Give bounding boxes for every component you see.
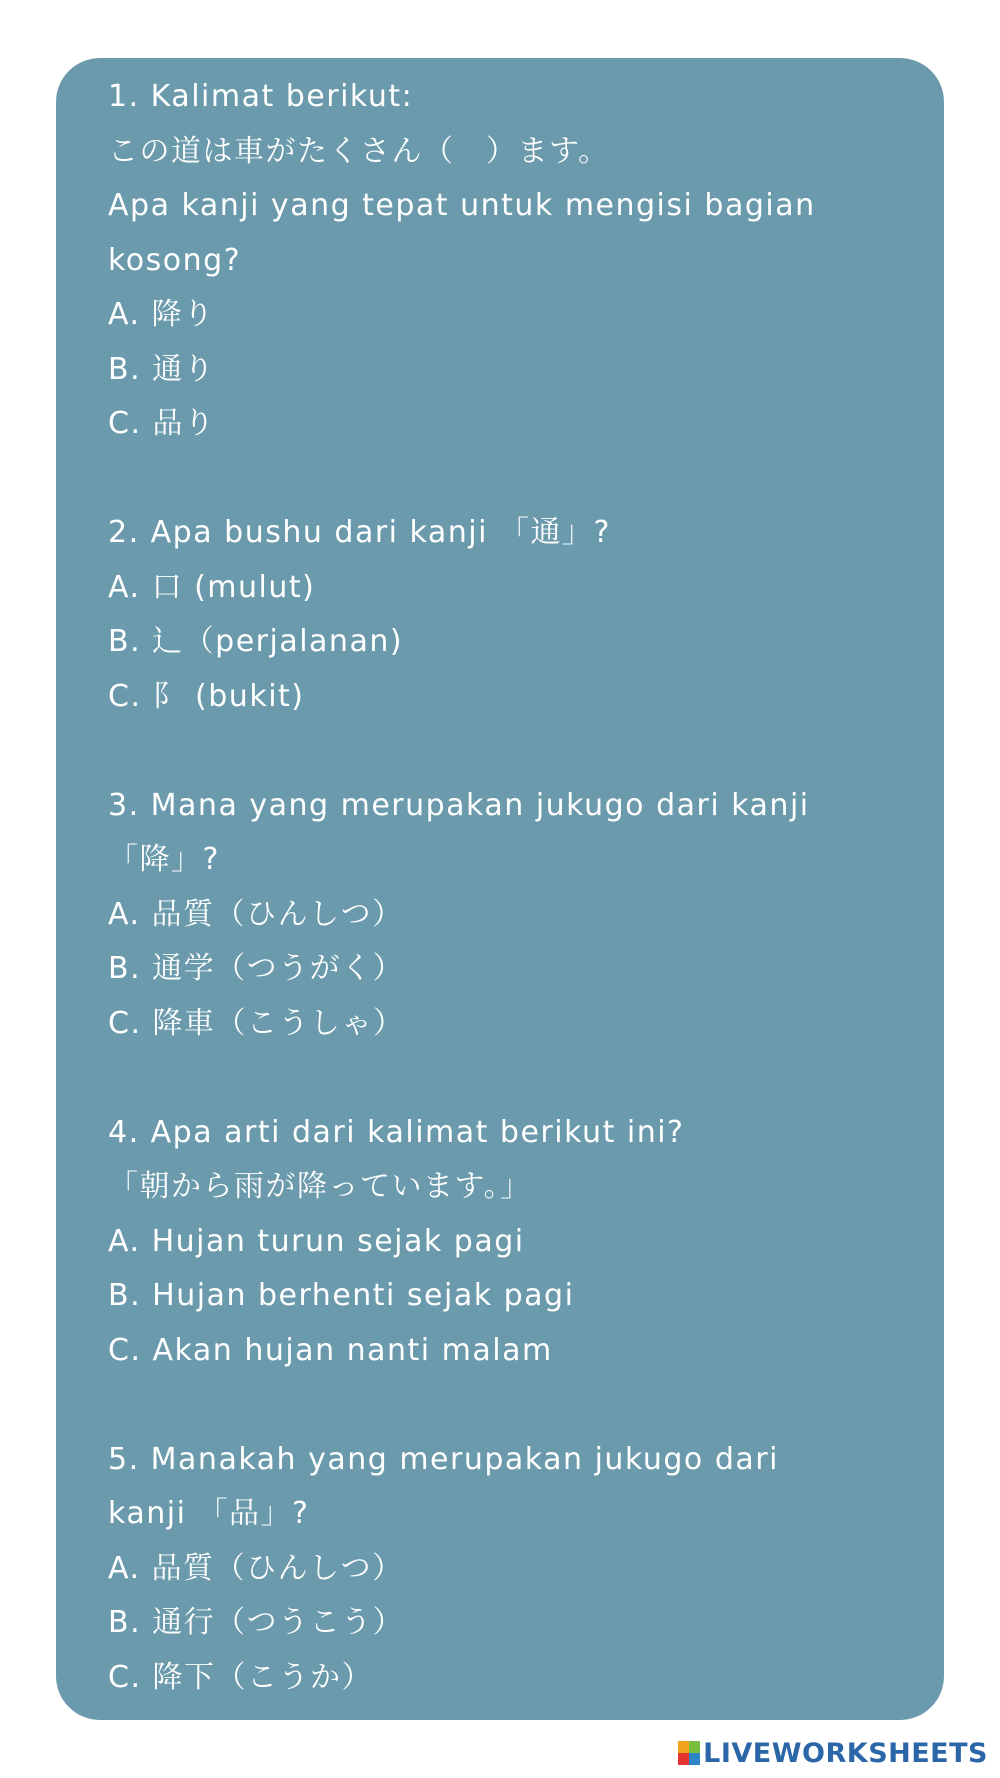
question-2-option-a[interactable]: A. 口 (mulut) <box>108 569 316 605</box>
question-1-option-b[interactable]: B. 通り <box>108 351 216 387</box>
question-3 <box>108 779 894 1052</box>
question-3-option-b[interactable]: B. 通学（つうがく） <box>108 951 405 986</box>
question-1-instruction-cont: kosong? <box>108 242 242 278</box>
spacer <box>108 452 894 507</box>
worksheet-card <box>56 58 944 1720</box>
question-2 <box>108 506 894 724</box>
question-3-option-c[interactable]: C. 降車（こうしゃ） <box>108 1005 405 1041</box>
liveworksheets-logo[interactable] <box>678 1736 988 1770</box>
question-3-prompt: 3. Mana yang merupakan jukugo dari kanji <box>108 787 810 823</box>
spacer <box>108 724 894 779</box>
question-4-prompt: 4. Apa arti dari kalimat berikut ini? <box>108 1114 685 1150</box>
question-1-sentence: この道は車がたくさん（ ）ます。 <box>108 133 610 169</box>
question-4-sentence: 「朝から雨が降っています。」 <box>108 1169 532 1204</box>
question-1-option-a[interactable]: A. 降り <box>108 297 215 332</box>
question-1-option-c[interactable]: C. 品り <box>108 406 216 441</box>
question-5-prompt-cont: kanji 「品」? <box>108 1496 310 1531</box>
question-1-prompt: 1. Kalimat berikut: <box>108 79 414 114</box>
question-3-prompt-cont: 「降」? <box>108 842 220 877</box>
spacer <box>108 1378 894 1433</box>
liveworksheets-logo-icon <box>678 1741 700 1765</box>
question-5-option-a[interactable]: A. 品質（ひんしつ） <box>108 1550 404 1586</box>
question-4-option-b[interactable]: B. Hujan berhenti sejak pagi <box>108 1278 575 1313</box>
question-5-prompt: 5. Manakah yang merupakan jukugo dari <box>108 1441 779 1477</box>
question-3-option-a[interactable]: A. 品質（ひんしつ） <box>108 896 404 932</box>
question-2-option-c[interactable]: C. 阝 (bukit) <box>108 678 305 714</box>
question-5-option-c[interactable]: C. 降下（こうか） <box>108 1659 374 1695</box>
question-5 <box>108 1433 894 1706</box>
question-2-prompt: 2. Apa bushu dari kanji 「通」? <box>108 515 611 550</box>
brand-name: LIVEWORKSHEETS <box>703 1737 988 1769</box>
question-1 <box>108 70 894 452</box>
question-1-instruction: Apa kanji yang tepat untuk mengisi bagian <box>108 188 816 223</box>
question-5-option-b[interactable]: B. 通行（つうこう） <box>108 1605 405 1640</box>
spacer <box>108 1051 894 1106</box>
question-4 <box>108 1106 894 1379</box>
question-2-option-b[interactable]: B. 辶（perjalanan) <box>108 624 404 659</box>
question-4-option-a[interactable]: A. Hujan turun sejak pagi <box>108 1223 525 1259</box>
question-4-option-c[interactable]: C. Akan hujan nanti malam <box>108 1332 553 1368</box>
